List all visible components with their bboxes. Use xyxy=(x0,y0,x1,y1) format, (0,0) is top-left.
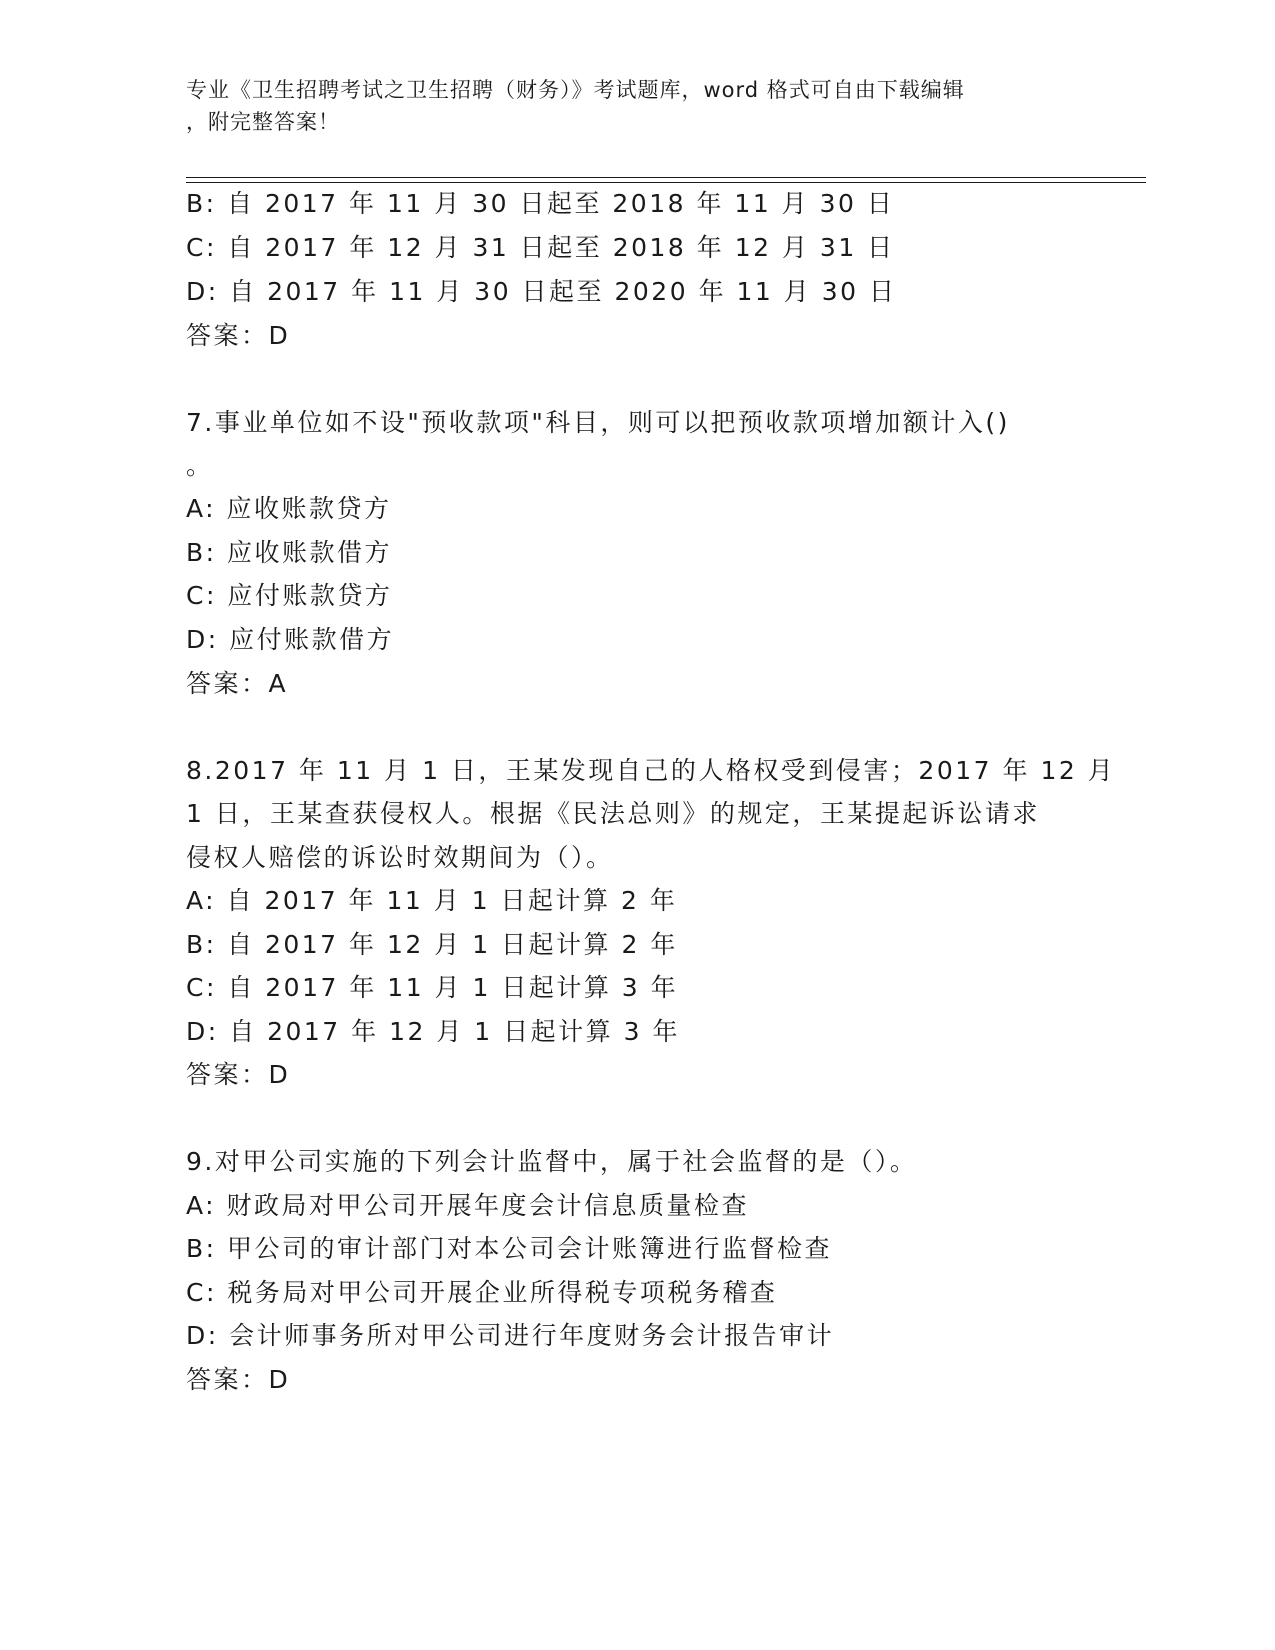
q8-option-c: C: 自 2017 年 11 月 1 日起计算 3 年 xyxy=(186,973,679,1002)
q8-stem-line-3: 侵权人赔偿的诉讼时效期间为（）。 xyxy=(186,843,614,872)
q9-option-b: B: 甲公司的审计部门对本公司会计账簿进行监督检查 xyxy=(186,1234,833,1263)
q9-option-a: A: 财政局对甲公司开展年度会计信息质量检查 xyxy=(186,1191,750,1220)
q7-option-c: C: 应付账款贷方 xyxy=(186,581,393,610)
header-divider-top xyxy=(186,177,1146,178)
q9-option-c: C: 税务局对甲公司开展企业所得税专项税务稽查 xyxy=(186,1278,778,1307)
document-header xyxy=(186,74,1066,138)
header-divider-bottom xyxy=(186,182,1146,183)
header-line-1: 专业《卫生招聘考试之卫生招聘（财务）》考试题库，word 格式可自由下载编辑 xyxy=(186,78,965,102)
q7-answer: 答案：A xyxy=(186,669,289,698)
q9-stem-line-1: 9.对甲公司实施的下列会计监督中，属于社会监督的是（）。 xyxy=(186,1147,918,1176)
q6-option-c: C: 自 2017 年 12 月 31 日起至 2018 年 12 月 31 日 xyxy=(186,233,895,262)
q9-option-d: D: 会计师事务所对甲公司进行年度财务会计报告审计 xyxy=(186,1321,835,1350)
q6-answer: 答案：D xyxy=(186,321,291,350)
q8-option-b: B: 自 2017 年 12 月 1 日起计算 2 年 xyxy=(186,930,678,959)
q7-option-b: B: 应收账款借方 xyxy=(186,538,393,567)
q8-answer: 答案：D xyxy=(186,1060,291,1089)
q8-option-d: D: 自 2017 年 12 月 1 日起计算 3 年 xyxy=(186,1017,680,1046)
q6-option-d: D: 自 2017 年 11 月 30 日起至 2020 年 11 月 30 日 xyxy=(186,277,897,306)
q7-option-a: A: 应收账款贷方 xyxy=(186,494,392,523)
header-line-2: ，附完整答案！ xyxy=(186,110,340,134)
q8-stem-line-2: 1 日，王某查获侵权人。根据《民法总则》的规定，王某提起诉讼请求 xyxy=(186,799,1040,828)
q7-option-d: D: 应付账款借方 xyxy=(186,625,395,654)
q8-option-a: A: 自 2017 年 11 月 1 日起计算 2 年 xyxy=(186,886,678,915)
q6-option-b: B: 自 2017 年 11 月 30 日起至 2018 年 11 月 30 日 xyxy=(186,189,895,218)
q9-answer: 答案：D xyxy=(186,1365,291,1394)
q7-stem-line-1: 7.事业单位如不设"预收款项"科目，则可以把预收款项增加额计入() xyxy=(186,408,1010,437)
q7-stem-line-2: 。 xyxy=(186,451,214,480)
q8-stem-line-1: 8.2017 年 11 月 1 日，王某发现自己的人格权受到侵害；2017 年 12 月 xyxy=(186,756,1116,785)
